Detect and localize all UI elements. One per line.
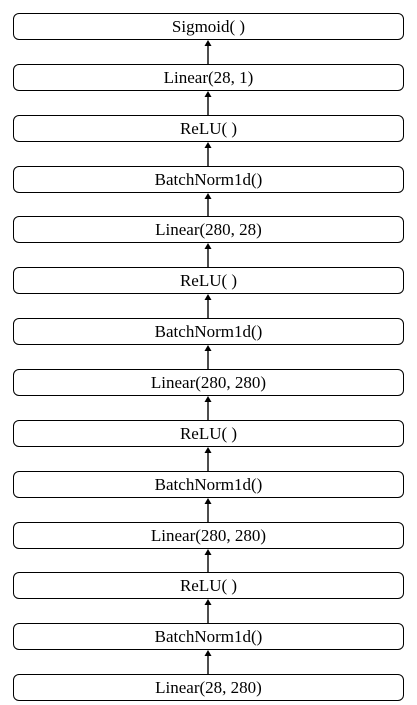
- arrow-up-icon: [208, 40, 209, 64]
- layer-label: ReLU( ): [179, 270, 238, 290]
- arrow-up-icon: [208, 498, 209, 522]
- layer-label: Sigmoid( ): [171, 16, 246, 36]
- arrow-up-icon: [208, 549, 209, 573]
- layer-box-linear-280-28: [13, 216, 404, 243]
- arrow-up-icon: [208, 193, 209, 217]
- layer-label: Linear(280, 280): [150, 525, 267, 545]
- layer-label: Linear(280, 28): [155, 219, 262, 239]
- arrow-up-icon: [208, 599, 209, 623]
- layer-box-batchnorm: [13, 623, 404, 650]
- layer-label: Linear(280, 280): [150, 372, 267, 392]
- arrow-up-icon: [208, 447, 209, 471]
- layer-box-batchnorm: [13, 471, 404, 498]
- layer-label: Linear(28, 1): [163, 67, 254, 87]
- arrow-up-icon: [208, 345, 209, 369]
- layer-box-sigmoid: [13, 13, 404, 40]
- layer-label: BatchNorm1d(): [154, 169, 263, 189]
- arrow-up-icon: [208, 650, 209, 674]
- layer-box-relu: [13, 572, 404, 599]
- layer-box-relu: [13, 267, 404, 294]
- layer-box-linear-280-280: [13, 522, 404, 549]
- layer-label: ReLU( ): [179, 118, 238, 138]
- layer-box-batchnorm: [13, 166, 404, 193]
- arrow-up-icon: [208, 142, 209, 166]
- arrow-up-icon: [208, 294, 209, 318]
- layer-label: BatchNorm1d(): [154, 474, 263, 494]
- layer-label: Linear(28, 280): [155, 677, 262, 697]
- layer-label: BatchNorm1d(): [154, 626, 263, 646]
- layer-label: ReLU( ): [179, 423, 238, 443]
- layer-label: ReLU( ): [179, 575, 238, 595]
- layer-box-linear-28-1: [13, 64, 404, 91]
- layer-label: BatchNorm1d(): [154, 321, 263, 341]
- layer-box-relu: [13, 115, 404, 142]
- arrow-up-icon: [208, 91, 209, 115]
- layer-box-linear-28-280: [13, 674, 404, 701]
- layer-box-relu: [13, 420, 404, 447]
- layer-box-batchnorm: [13, 318, 404, 345]
- arrow-up-icon: [208, 243, 209, 267]
- layer-box-linear-280-280: [13, 369, 404, 396]
- arrow-up-icon: [208, 396, 209, 420]
